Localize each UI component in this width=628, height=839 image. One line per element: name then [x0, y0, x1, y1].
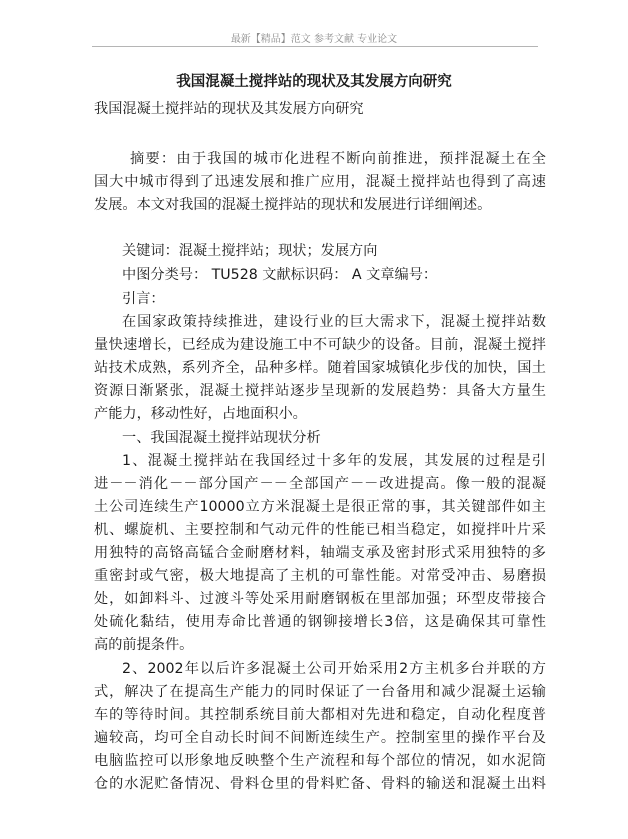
abstract-line: 发展。本文对我国的混凝土搅拌站的现状和发展进行详细阐述。 — [94, 197, 492, 213]
abstract-line: 摘要：由于我国的城市化进程不断向前推进，预拌混凝土在全 — [130, 151, 546, 167]
paragraph-line: 站技术成熟，系列齐全，品种多样。随着国家城镇化步伐的加快，国土 — [94, 360, 546, 376]
classification-line: 中图分类号： TU528 文献标识码： A 文章编号： — [122, 267, 438, 283]
paragraph-line: 处，如卸料斗、过渡斗等处采用耐磨钢板在里部加强；环型皮带接合 — [94, 591, 546, 607]
page-header: 最新【精品】范文 参考文献 专业论文 — [230, 34, 398, 45]
paragraph-line: 处硫化黏结，使用寿命比普通的钢铆接增长3倍，这是确保其可靠性 — [94, 614, 546, 630]
paragraph-line: 遍较高，均可全自动长时间不间断连续生产。控制室里的操作平台及 — [94, 730, 546, 746]
abstract-line: 国大中城市得到了迅速发展和推广应用，混凝土搅拌站也得到了高速 — [94, 174, 546, 190]
header-divider — [92, 46, 538, 47]
subtitle-line: 我国混凝土搅拌站的现状及其发展方向研究 — [94, 101, 364, 117]
paragraph-line: 在国家政策持续推进，建设行业的巨大需求下，混凝土搅拌站数 — [122, 314, 546, 330]
paragraph-line: 资源日渐紧张，混凝土搅拌站逐步呈现新的发展趋势：具备大方量生 — [94, 383, 546, 399]
paragraph-line: 机、螺旋机、主要控制和气动元件的性能已相当稳定，如搅拌叶片采 — [94, 522, 546, 538]
paragraph-line: 用独特的高铬高锰合金耐磨材料，轴端支承及密封形式采用独特的多 — [94, 545, 546, 561]
paragraph-line: 量快速增长，已经成为建设施工中不可缺少的设备。目前，混凝土搅拌 — [94, 337, 546, 353]
paragraph-line: 车的等待时间。其控制系统目前大都相对先进和稳定，自动化程度普 — [94, 707, 546, 723]
paragraph-line: 重密封或气密，极大地提高了主机的可靠性能。对常受冲击、易磨损 — [94, 568, 546, 584]
paragraph-line: 土公司连续生产10000立方米混凝土是很正常的事，其关键部件如主 — [94, 499, 546, 515]
paragraph-line: 式，解决了在提高生产能力的同时保证了一台备用和减少混凝土运输 — [94, 684, 546, 700]
paragraph-line: 产能力，移动性好，占地面积小。 — [94, 406, 307, 422]
paragraph-line: 进－－消化－－部分国产－－全部国产－－改进提高。像一般的混凝 — [94, 476, 546, 492]
document-title: 我国混凝土搅拌站的现状及其发展方向研究 — [176, 73, 452, 90]
paragraph-line: 电脑监控可以形象地反映整个生产流程和每个部位的情况，如水泥筒 — [94, 753, 546, 769]
keywords-line: 关键词：混凝土搅拌站；现状；发展方向 — [122, 243, 378, 259]
paragraph-line: 高的前提条件。 — [94, 637, 194, 653]
paragraph-line: 2、2002年以后许多混凝土公司开始采用2方主机多台并联的方 — [122, 661, 546, 677]
intro-heading: 引言： — [122, 291, 165, 307]
paragraph-line: 仓的水泥贮备情况、骨料仓里的骨料贮备、骨料的输送和混凝土出料 — [94, 776, 546, 792]
section-heading: 一、我国混凝土搅拌站现状分析 — [122, 430, 321, 446]
paragraph-line: 1、混凝土搅拌站在我国经过十多年的发展，其发展的过程是引 — [122, 453, 546, 469]
